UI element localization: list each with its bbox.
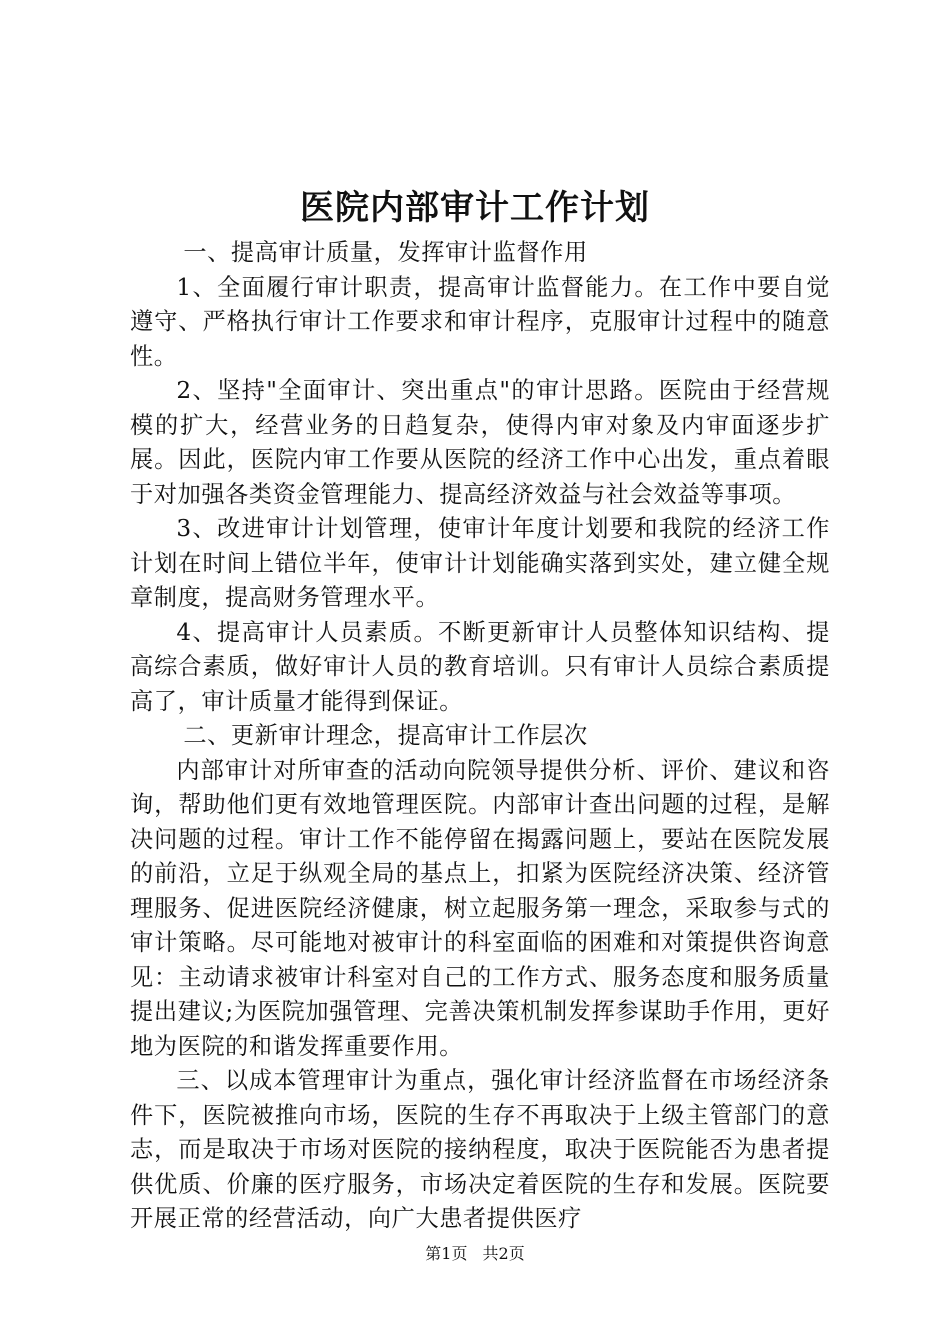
- paragraph: 1、全面履行审计职责，提高审计监督能力。在工作中要自觉遵守、严格执行审计工作要求和审计程序，克服审计过程中的随意性。: [130, 273, 830, 370]
- page-footer: [0, 1242, 950, 1266]
- paragraph: 三、以成本管理审计为重点，强化审计经济监督在市场经济条件下，医院被推向市场，医院的生存不再取决于上级主管部门的意志，而是取决于市场对医院的接纳程度，取决于医院能否为患者提供优质、价廉的医疗服务，市场决定着医院的生存和发展。医院要开展正常的经营活动，向广大患者提供医疗: [130, 1067, 830, 1232]
- paragraph: 2、坚持"全面审计、突出重点"的审计思路。医院由于经营规模的扩大，经营业务的日趋复杂，使得内审对象及内审面逐步扩展。因此，医院内审工作要从医院的经济工作中心出发，重点着眼于对加强各类资金管理能力、提高经济效益与社会效益等事项。: [130, 377, 830, 508]
- page-total: 共2页: [482, 1244, 525, 1263]
- paragraph: 内部审计对所审查的活动向院领导提供分析、评价、建议和咨询，帮助他们更有效地管理医院。内部审计查出问题的过程，是解决问题的过程。审计工作不能停留在揭露问题上，要站在医院发展的前沿，立足于纵观全局的基点上，扣紧为医院经济决策、经济管理服务、促进医院经济健康，树立起服务第一理念，采取参与式的审计策略。尽可能地对被审计的科室面临的困难和对策提供咨询意见：主动请求被审计科室对自己的工作方式、服务态度和服务质量提出建议;为医院加强管理、完善决策机制发挥参谋助手作用，更好地为医院的和谐发挥重要作用。: [130, 756, 830, 1060]
- document-title: 医院内部审计工作计划: [300, 188, 650, 228]
- page-number: 第1页: [425, 1244, 468, 1263]
- section-heading: 一、提高审计质量，发挥审计监督作用: [183, 239, 588, 266]
- section-heading: 二、更新审计理念，提高审计工作层次: [183, 722, 588, 749]
- paragraph: 4、提高审计人员素质。不断更新审计人员整体知识结构、提高综合素质，做好审计人员的教育培训。只有审计人员综合素质提高了，审计质量才能得到保证。: [130, 618, 830, 715]
- document-body: [130, 236, 830, 1237]
- paragraph: 3、改进审计计划管理，使审计年度计划要和我院的经济工作计划在时间上错位半年，使审计计划能确实落到实处，建立健全规章制度，提高财务管理水平。: [130, 515, 830, 611]
